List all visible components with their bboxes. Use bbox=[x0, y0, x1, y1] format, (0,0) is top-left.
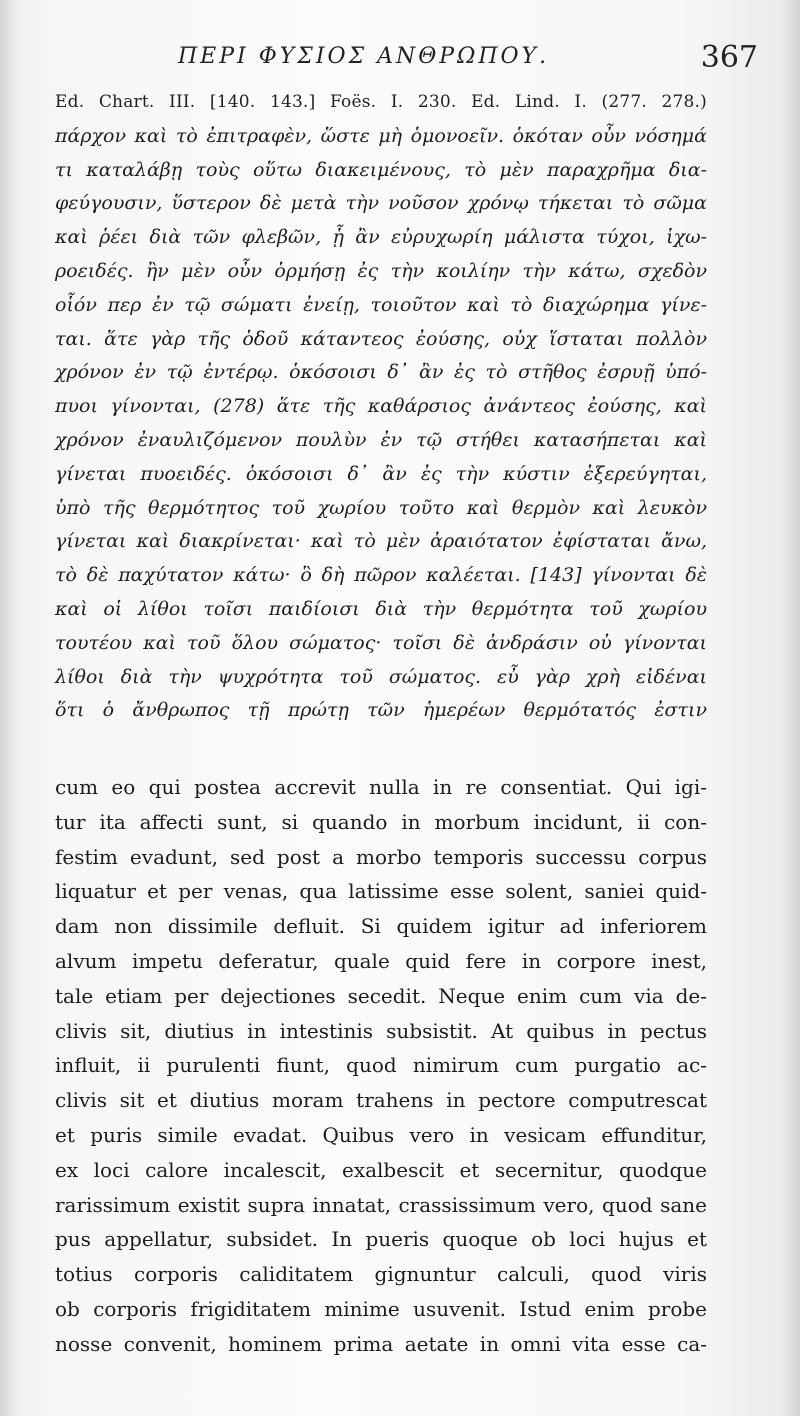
latin-line: nosse convenit, hominem prima aetate in omni vita esse ca- bbox=[55, 1331, 707, 1356]
running-head bbox=[60, 40, 760, 80]
latin-line: clivis sit, diutius in intestinis subsistit. At quibus in pectus bbox=[55, 1018, 707, 1043]
greek-line: πάρχον καὶ τὸ ἐπιτραφὲν, ὥστε μὴ ὁμονοεῖν. ὁκόταν οὖν νόσημά bbox=[55, 124, 707, 147]
latin-line: ob corporis frigiditatem minime usuvenit. Istud enim probe bbox=[55, 1296, 707, 1321]
page-edge-shadow-left bbox=[0, 0, 18, 1416]
greek-line: ὅτι ὁ ἄνθρωπος τῇ πρώτῃ τῶν ἡμερέων θερμότατός ἐστιν bbox=[55, 699, 707, 722]
greek-line: τι καταλάβῃ τοὺς οὕτω διακειμένους, τὸ μὲν παραχρῆμα δια- bbox=[55, 158, 707, 181]
latin-line: totius corporis caliditatem gignuntur calculi, quod viris bbox=[55, 1262, 707, 1287]
greek-line: ὑπὸ τῆς θερμότητος τοῦ χωρίου τοῦτο καὶ θερμὸν καὶ λευκὸν bbox=[55, 496, 707, 519]
latin-line: rarissimum existit supra innatat, crassissimum vero, quod sane bbox=[55, 1192, 707, 1217]
greek-line: γίνεται καὶ διακρίνεται· καὶ τὸ μὲν ἀραιότατον ἐφίσταται ἄνω, bbox=[55, 530, 707, 553]
page-edge-shadow-right bbox=[782, 0, 800, 1416]
greek-line: γίνεται πυοειδές. ὁκόσοισι δ᾽ ἂν ἐς τὴν κύστιν ἐξερεύγηται, bbox=[55, 462, 707, 485]
greek-line: φεύγουσιν, ὕστερον δὲ μετὰ τὴν νοῦσον χρόνῳ τήκεται τὸ σῶμα bbox=[55, 192, 707, 215]
greek-line: πυοι γίνονται, (278) ἅτε τῆς καθάρσιος ἀνάντεος ἐούσης, καὶ bbox=[55, 395, 707, 418]
greek-line: τὸ δὲ παχύτατον κάτω· ὃ δὴ πῶρον καλέεται. [143] γίνονται δὲ bbox=[55, 564, 707, 587]
greek-line: λίθοι διὰ τὴν ψυχρότητα τοῦ σώματος. εὖ γὰρ χρὴ εἰδέναι bbox=[55, 665, 707, 688]
greek-line: καὶ οἱ λίθοι τοῖσι παιδίοισι διὰ τὴν θερμότητα τοῦ χωρίου bbox=[55, 597, 707, 620]
greek-line: καὶ ῥέει διὰ τῶν φλεβῶν, ᾗ ἂν εὐρυχωρίη μάλιστα τύχοι, ἰχω- bbox=[55, 226, 707, 249]
latin-line: festim evadunt, sed post a morbo temporis successu corpus bbox=[55, 844, 707, 869]
greek-line: χρόνον ἐν τῷ ἐντέρῳ. ὁκόσοισι δ᾽ ἂν ἐς τὸ στῆθος ἐσρυῇ ὑπό- bbox=[55, 361, 707, 384]
greek-line: οἷόν περ ἐν τῷ σώματι ἐνείῃ, τοιοῦτον καὶ τὸ διαχώρημα γίνε- bbox=[55, 293, 707, 316]
latin-line: et puris simile evadat. Quibus vero in vesicam effunditur, bbox=[55, 1122, 707, 1147]
greek-text-block bbox=[55, 86, 707, 728]
latin-text-block bbox=[55, 770, 707, 1362]
latin-line: tur ita affecti sunt, si quando in morbum incidunt, ii con- bbox=[55, 809, 707, 834]
latin-line: clivis sit et diutius moram trahens in pectore computrescat bbox=[55, 1088, 707, 1113]
running-title: ΠΕΡΙ ΦΥΣΙΟΣ ΑΝΘΡΩΠΟΥ. bbox=[178, 44, 550, 69]
greek-line: χρόνον ἐναυλιζόμενον πουλὺν ἐν τῷ στήθει κατασήπεται καὶ bbox=[55, 428, 707, 451]
greek-line: τουτέου καὶ τοῦ ὅλου σώματος· τοῖσι δὲ ἀνδράσιν οὐ γίνονται bbox=[55, 631, 707, 654]
greek-line: ροειδές. ἢν μὲν οὖν ὁρμήσῃ ἐς τὴν κοιλίην τὴν κάτω, σχεδὸν bbox=[55, 259, 707, 282]
latin-line: influit, ii purulenti fiunt, quod nimirum cum purgatio ac- bbox=[55, 1053, 707, 1078]
latin-line: alvum impetu deferatur, quale quid fere in corpore inest, bbox=[55, 948, 707, 973]
latin-line: pus appellatur, subsidet. In pueris quoque ob loci hujus et bbox=[55, 1227, 707, 1252]
latin-line: cum eo qui postea accrevit nulla in re consentiat. Qui igi- bbox=[55, 775, 707, 799]
greek-line: ται. ἅτε γὰρ τῆς ὁδοῦ κάταντεος ἐούσης, οὐχ ἵσταται πολλὸν bbox=[55, 327, 707, 350]
latin-line: tale etiam per dejectiones secedit. Neque enim cum via de- bbox=[55, 983, 707, 1008]
edition-reference-line: Ed. Chart. III. [140. 143.] Foës. I. 230. Ed. Lind. I. (277. 278.) bbox=[55, 92, 707, 112]
latin-line: ex loci calore incalescit, exalbescit et secernitur, quodque bbox=[55, 1157, 707, 1182]
page-number: 367 bbox=[700, 40, 758, 75]
latin-line: dam non dissimile defluit. Si quidem igitur ad inferiorem bbox=[55, 914, 707, 939]
latin-line: liquatur et per venas, qua latissime esse solent, saniei quid- bbox=[55, 879, 707, 904]
